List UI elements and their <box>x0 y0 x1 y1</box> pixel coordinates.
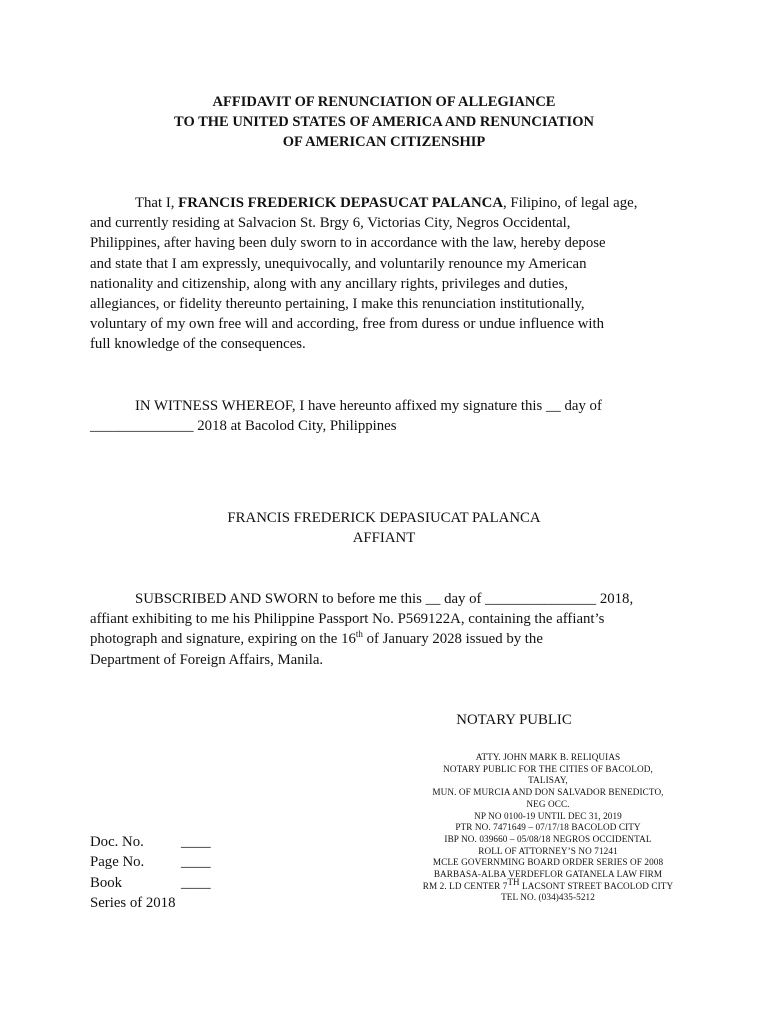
notary-line: ROLL OF ATTORNEY’S NO 71241 <box>478 845 618 856</box>
page-no-blank: ____ <box>181 854 211 871</box>
book-label: Book <box>90 874 123 891</box>
notary-line: MCLE GOVERNMING BOARD ORDER SERIES OF 2008 <box>432 857 664 868</box>
title-line-1: AFFIDAVIT OF RENUNCIATION OF ALLEGIANCE <box>212 94 556 110</box>
ordinal-suffix: th <box>355 629 363 640</box>
notary-line: NOTARY PUBLIC FOR THE CITIES OF BACOLOD, <box>443 763 653 774</box>
book-row <box>90 873 211 893</box>
notary-public-label: NOTARY PUBLIC <box>456 712 572 728</box>
notary-line: IBP NO. 039660 – 05/08/18 NEGROS OCCIDENTAL <box>444 833 652 844</box>
doc-record-block <box>90 832 211 913</box>
paragraph-line: full knowledge of the consequences. <box>90 336 306 353</box>
notary-line: PTR NO. 7471649 – 07/17/18 BACOLOD CITY <box>455 822 641 833</box>
ordinal-suffix: TH <box>507 876 520 887</box>
affiant-signature-block <box>0 508 768 548</box>
paragraph-line: Department of Foreign Affairs, Manila. <box>90 651 324 668</box>
paragraph-line: affiant exhibiting to me his Philippine Passport No. P569122A, containing the affiant’s <box>90 611 605 628</box>
paragraph-line: and currently residing at Salvacion St. Brgy 6, Victorias City, Negros Occidental, <box>90 215 571 232</box>
notary-address <box>388 876 708 893</box>
address-text: LACSONT STREET BACOLOD CITY <box>519 880 674 891</box>
renunciation-paragraph <box>90 193 680 355</box>
doc-no-label: Doc. No. <box>90 834 144 850</box>
paragraph-line: Philippines, after having been duly sworn to in accordance with the law, hereby depose <box>90 235 606 252</box>
line-text: photograph and signature, expiring on the 16 <box>90 631 356 648</box>
series-row <box>90 893 175 913</box>
paragraph-line <box>90 193 680 213</box>
line-text: of January 2028 issued by the <box>362 631 543 648</box>
subscribed-paragraph <box>90 589 680 670</box>
notary-line: ATTY. JOHN MARK B. RELIQUIAS <box>475 752 621 762</box>
intro-text: That I, <box>135 195 179 211</box>
paragraph-line <box>90 629 680 649</box>
notary-tel: TEL NO. (034)435-5212 <box>501 892 595 903</box>
paragraph-line: allegiances, or fidelity thereunto pertaining, I make this renunciation institutionally, <box>90 296 585 313</box>
notary-line: MUN. OF MURCIA AND DON SALVADOR BENEDICTO, <box>432 787 664 798</box>
address-text: RM 2. LD CENTER 7 <box>422 880 508 891</box>
notary-line: NEG OCC. <box>526 798 570 809</box>
paragraph-line: IN WITNESS WHEREOF, I have hereunto affixed my signature this __ day of <box>135 398 602 414</box>
paragraph-line: and state that I am expressly, unequivocally, and voluntarily renounce my American <box>90 255 587 272</box>
title-line-3: OF AMERICAN CITIZENSHIP <box>282 134 486 150</box>
notary-line: NP NO 0100-19 UNTIL DEC 31, 2019 <box>474 810 622 821</box>
paragraph-line: voluntary of my own free will and according, free from duress or undue influence with <box>90 316 605 333</box>
doc-no-row <box>90 832 211 852</box>
paragraph-line: ______________ 2018 at Bacolod City, Philippines <box>90 418 397 435</box>
affiant-name: FRANCIS FREDERICK DEPASIUCAT PALANCA <box>227 510 541 526</box>
title-line-2: TO THE UNITED STATES OF AMERICA AND RENUNCIATION <box>174 114 594 130</box>
doc-no-blank: ____ <box>181 834 211 850</box>
paragraph-line: SUBSCRIBED AND SWORN to before me this __ day of _______________ 2018, <box>135 591 634 607</box>
notary-line: BARBASA-ALBA VERDEFLOR GATANELA LAW FIRM <box>433 869 663 880</box>
paragraph-line: nationality and citizenship, along with any ancillary rights, privileges and duties, <box>90 275 568 292</box>
book-blank: ____ <box>181 874 211 891</box>
page-no-label: Page No. <box>90 854 145 871</box>
notary-line: TALISAY, <box>528 775 568 786</box>
after-name-text: , Filipino, of legal age, <box>503 195 638 211</box>
page-no-row <box>90 852 211 872</box>
series-label: Series of 2018 <box>90 894 176 911</box>
notary-details-block <box>388 752 708 904</box>
affiant-label: AFFIANT <box>352 530 416 546</box>
document-title <box>0 92 768 152</box>
witness-paragraph <box>90 396 680 436</box>
affiant-name-bold: FRANCIS FREDERICK DEPASUCAT PALANCA <box>178 195 504 211</box>
